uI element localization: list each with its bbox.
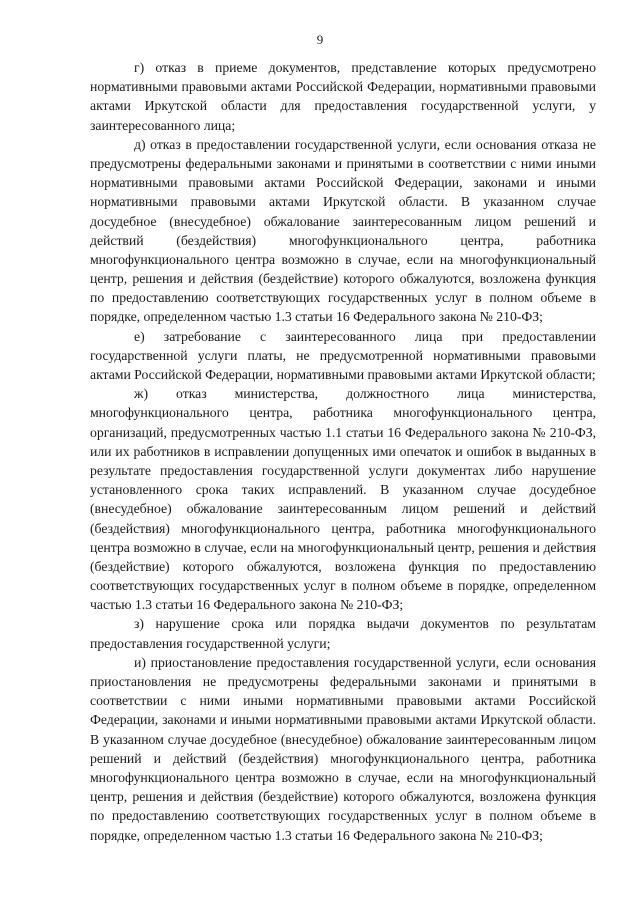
page-number: 9 xyxy=(316,32,324,47)
paragraph-zh: ж) отказ министерства, должностного лица министерства, многофункционального центра, работника многофункционального центра, организаций, предусмотренных частью 1.1 статьи 16 Федерального закона № 210-ФЗ, или их работников в исправлении допущенных ими опечаток и ошибок в выданных в результате предоставления государственной услуги документах либо нарушение установленного срока таких исправлений. В указанном случае досудебное (внесудебное) обжалование заинтересованным лицом решений и действий (бездействия) многофункционального центра, работника многофункционального центра возможно в случае, если на многофункциональный центр, решения и действия (бездействие) которого обжалуются, возложена функция по предоставлению соответствующих государственных услуг в полном объеме в порядке, определенном частью 1.3 статьи 16 Федерального закона № 210-ФЗ; xyxy=(90,386,596,613)
paragraph-d: д) отказ в предоставлении государственной услуги, если основания отказа не предусмотрены федеральными законами и принятыми в соответствии с ними иными нормативными правовыми актами Российской Федерации, законами и иными нормативными правовыми актами Иркутской области. В указанном случае досудебное (внесудебное) обжалование заинтересованным лицом решений и действий (бездействия) многофункционального центра, работника многофункционального центра возможно в случае, если на многофункциональный центр, решения и действия (бездействие) которого обжалуются, возложена функция по предоставлению соответствующих государственных услуг в полном объеме в порядке, определенном частью 1.3 статьи 16 Федерального закона № 210-ФЗ; xyxy=(90,136,596,325)
paragraph-e: е) затребование с заинтересованного лица при предоставлении государственной услуги платы, не предусмотренной нормативными правовыми актами Российской Федерации, нормативными правовыми актами Иркутской области; xyxy=(90,328,596,382)
paragraph-i: и) приостановление предоставления государственной услуги, если основания приостановления не предусмотрены федеральными законами и принятыми в соответствии с ними иными нормативными правовыми актами Российской Федерации, законами и иными нормативными правовыми актами Иркутской области. В указанном случае досудебное (внесудебное) обжалование заинтересованным лицом решений и действий (бездействия) многофункционального центра, работника многофункционального центра возможно в случае, если на многофункциональный центр, решения и действия (бездействие) которого обжалуются, возложена функция по предоставлению соответствующих государственных услуг в полном объеме в порядке, определенном частью 1.3 статьи 16 Федерального закона № 210-ФЗ; xyxy=(90,654,596,843)
document-body xyxy=(90,58,596,845)
paragraph-g: г) отказ в приеме документов, представление которых предусмотрено нормативными правовыми актами Российской Федерации, нормативными правовыми актами Иркутской области для предоставления государственной услуги, у заинтересованного лица; xyxy=(90,60,596,133)
paragraph-z: з) нарушение срока или порядка выдачи документов по результатам предоставления государственной услуги; xyxy=(90,616,596,651)
